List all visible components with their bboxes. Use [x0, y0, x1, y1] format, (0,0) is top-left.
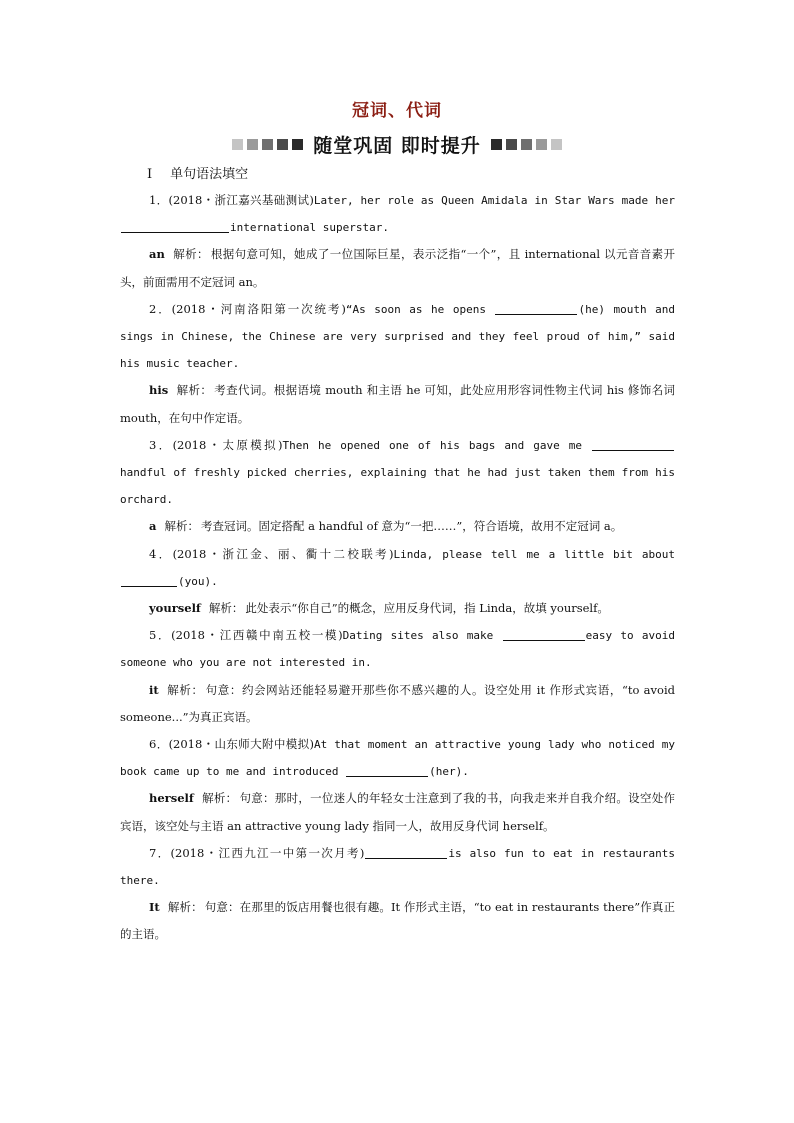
square-decoration [292, 139, 303, 150]
question-item [120, 432, 675, 514]
answer-text: it [149, 682, 159, 697]
banner-heading: 随堂巩固 即时提升 [313, 134, 481, 157]
explanation-label: 解析： [208, 601, 244, 616]
answer-blank[interactable] [503, 627, 585, 641]
question-number: 3． [149, 437, 173, 452]
explanation-text: 句意：那时，一位迷人的年轻女士注意到了我的书，向我走来并自我介绍。设空处作宾语，该空处与主语 an attractive young lady 指同一人，故用反身代词 herself。 [120, 791, 676, 833]
question-number: 6． [149, 737, 169, 752]
section-number: Ⅰ [147, 167, 153, 182]
answer-blank[interactable] [365, 845, 447, 859]
explanation-text: 句意：在那里的饭店用餐也很有趣。It 作形式主语，“to eat in restaurants there”作真正的主语。 [120, 900, 676, 942]
question-text-after: international superstar. [230, 221, 389, 235]
question-number: 2． [149, 301, 172, 316]
explanation-text: 考查冠词。固定搭配 a handful of 意为“一把……”，符合语境，故用不定冠词 a。 [200, 519, 623, 534]
answer-blank[interactable] [495, 301, 577, 315]
answer-blank[interactable] [346, 763, 428, 777]
square-decoration [262, 139, 273, 150]
answer-blank[interactable] [592, 437, 674, 451]
question-source: (2018・河南洛阳第一次统考) [171, 301, 346, 316]
square-decoration [232, 139, 243, 150]
explanation-text: 考查代词。根据语境 mouth 和主语 he 可知，此处应用形容词性物主代词 his 修饰名词 mouth，在句中作定语。 [120, 383, 676, 425]
question-text: Then he opened one of his bags and gave me [282, 438, 591, 452]
question-number: 4． [149, 546, 173, 561]
question-text: Linda, please tell me a little bit about [393, 547, 675, 561]
square-decoration [247, 139, 258, 150]
question-item [120, 187, 675, 241]
square-decoration [277, 139, 288, 150]
section-heading [147, 163, 248, 182]
square-decoration [551, 139, 562, 150]
explanation-label: 解析： [172, 247, 209, 262]
question-text: Later, her role as Queen Amidala in Star Wars made her [313, 194, 675, 207]
question-text-after: easy to avoid someone who you are not interested in. [120, 629, 675, 670]
square-decoration [536, 139, 547, 150]
answer-explanation [120, 513, 675, 540]
answer-text: herself [149, 791, 194, 806]
explanation-text: 此处表示“你自己”的概念，应用反身代词，指 Linda，故填 yourself。 [245, 601, 609, 616]
answer-explanation [120, 377, 675, 431]
question-text: At that moment an attractive young lady who noticed my book came up to me and introduced [120, 738, 675, 779]
answer-blank[interactable] [121, 573, 177, 587]
question-source: (2018・山东师大附中模拟) [168, 737, 315, 752]
question-text: “As soon as he opens [345, 302, 495, 316]
section-banner [0, 131, 794, 157]
explanation-label: 解析： [176, 383, 213, 398]
banner-squares-right [491, 139, 562, 150]
answer-text: a [149, 519, 157, 534]
square-decoration [491, 139, 502, 150]
question-list [120, 187, 675, 949]
question-source: (2018・江西赣中南五校一模) [171, 628, 343, 643]
answer-explanation [120, 785, 675, 839]
answer-explanation [120, 241, 675, 295]
explanation-label: 解析： [164, 519, 199, 534]
square-decoration [521, 139, 532, 150]
explanation-label: 解析： [166, 682, 204, 697]
question-text: Dating sites also make [342, 629, 502, 643]
question-number: 5． [149, 628, 172, 643]
explanation-label: 解析： [201, 791, 238, 806]
answer-text: his [149, 383, 169, 398]
banner-squares-left [232, 139, 303, 150]
page-title: 冠词、代词 [352, 101, 442, 121]
question-text-after: (her). [429, 765, 469, 779]
question-text-after: handful of freshly picked cherries, explaining that he had just taken them from his orchard. [120, 466, 675, 507]
answer-text: yourself [149, 601, 201, 616]
question-source: (2018・浙江金、丽、衢十二校联考) [172, 546, 394, 561]
question-number: 1． [149, 193, 169, 207]
explanation-text: 句意：约会网站还能轻易避开那些你不感兴趣的人。设空处用 it 作形式宾语，“to avoid someone...”为真正宾语。 [120, 682, 675, 724]
answer-blank[interactable] [121, 219, 229, 233]
question-source: (2018・太原模拟) [172, 437, 283, 452]
answer-explanation [120, 894, 675, 948]
question-text-after: (you). [178, 574, 218, 588]
question-item [120, 622, 675, 676]
question-item [120, 731, 675, 785]
question-text-after: is also fun to eat in restaurants there. [120, 846, 675, 888]
answer-text: an [149, 247, 165, 262]
answer-explanation [120, 677, 675, 731]
answer-text: It [149, 900, 160, 915]
question-text-after: (he) mouth and sings in Chinese, the Chinese are very surprised and they feel proud of him,” said his music teacher. [120, 302, 675, 371]
question-item [120, 296, 675, 378]
question-item [120, 541, 675, 595]
explanation-text: 根据句意可知，她成了一位国际巨星，表示泛指“一个”，且 international 以元音音素开头，前面需用不定冠词 an。 [120, 247, 675, 289]
square-decoration [506, 139, 517, 150]
question-source: (2018・江西九江一中第一次月考) [170, 845, 365, 860]
question-item [120, 840, 675, 894]
question-source: (2018・浙江嘉兴基础测试) [168, 193, 314, 207]
answer-explanation [120, 595, 675, 622]
section-label: 单句语法填空 [170, 167, 249, 182]
question-number: 7． [149, 845, 171, 860]
explanation-label: 解析： [167, 900, 203, 915]
